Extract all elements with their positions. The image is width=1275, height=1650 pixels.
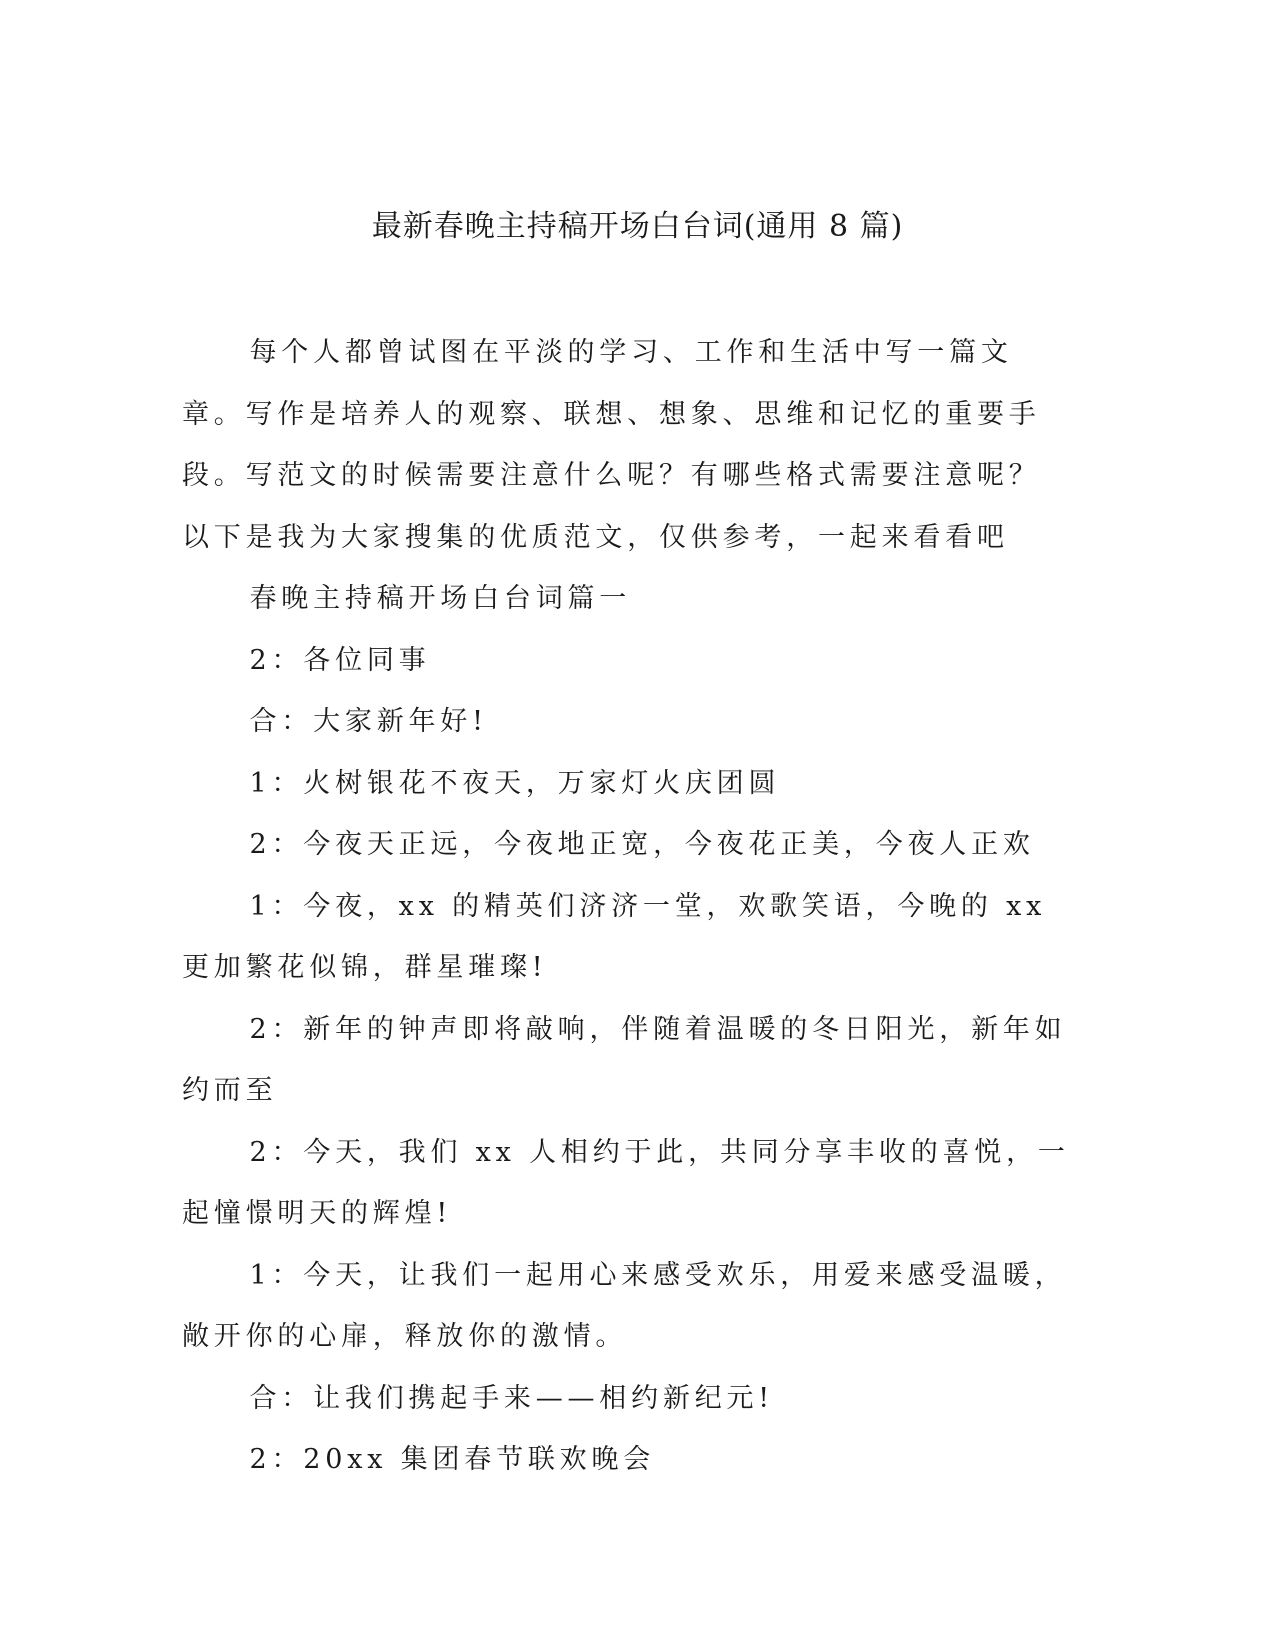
document-body — [182, 322, 1072, 1491]
script-line: 2：今夜天正远，今夜地正宽，今夜花正美，今夜人正欢 — [249, 829, 1035, 860]
intro-paragraph: 每个人都曾试图在平淡的学习、工作和生活中写一篇文章。写作是培养人的观察、联想、想象、思维和记忆的重要手段。写范文的时候需要注意什么呢？有哪些格式需要注意呢？以下是我为大家搜集的优质范文，仅供参考，一起来看看吧 — [182, 337, 1041, 553]
script-line: 2：今天，我们 xx 人相约于此，共同分享丰收的喜悦，一起憧憬明天的辉煌! — [182, 1136, 1070, 1229]
script-line: 2：20xx 集团春节联欢晚会 — [249, 1444, 656, 1475]
script-line: 2：新年的钟声即将敲响，伴随着温暖的冬日阳光，新年如约而至 — [182, 1013, 1067, 1106]
script-line: 1：今天，让我们一起用心来感受欢乐，用爱来感受温暖，敞开你的心扉，释放你的激情。 — [182, 1259, 1067, 1352]
script-line: 1：今夜，xx 的精英们济济一堂，欢歌笑语，今晚的 xx 更加繁花似锦，群星璀璨! — [182, 890, 1047, 983]
script-line: 合：大家新年好! — [249, 706, 488, 737]
script-line: 合：让我们携起手来——相约新纪元! — [249, 1382, 774, 1414]
section-heading: 春晚主持稿开场白台词篇一 — [249, 583, 632, 614]
document-title: 最新春晚主持稿开场白台词(通用 8 篇) — [371, 209, 904, 244]
script-line: 1：火树银花不夜天，万家灯火庆团圆 — [249, 767, 781, 799]
script-line: 2：各位同事 — [249, 644, 431, 676]
